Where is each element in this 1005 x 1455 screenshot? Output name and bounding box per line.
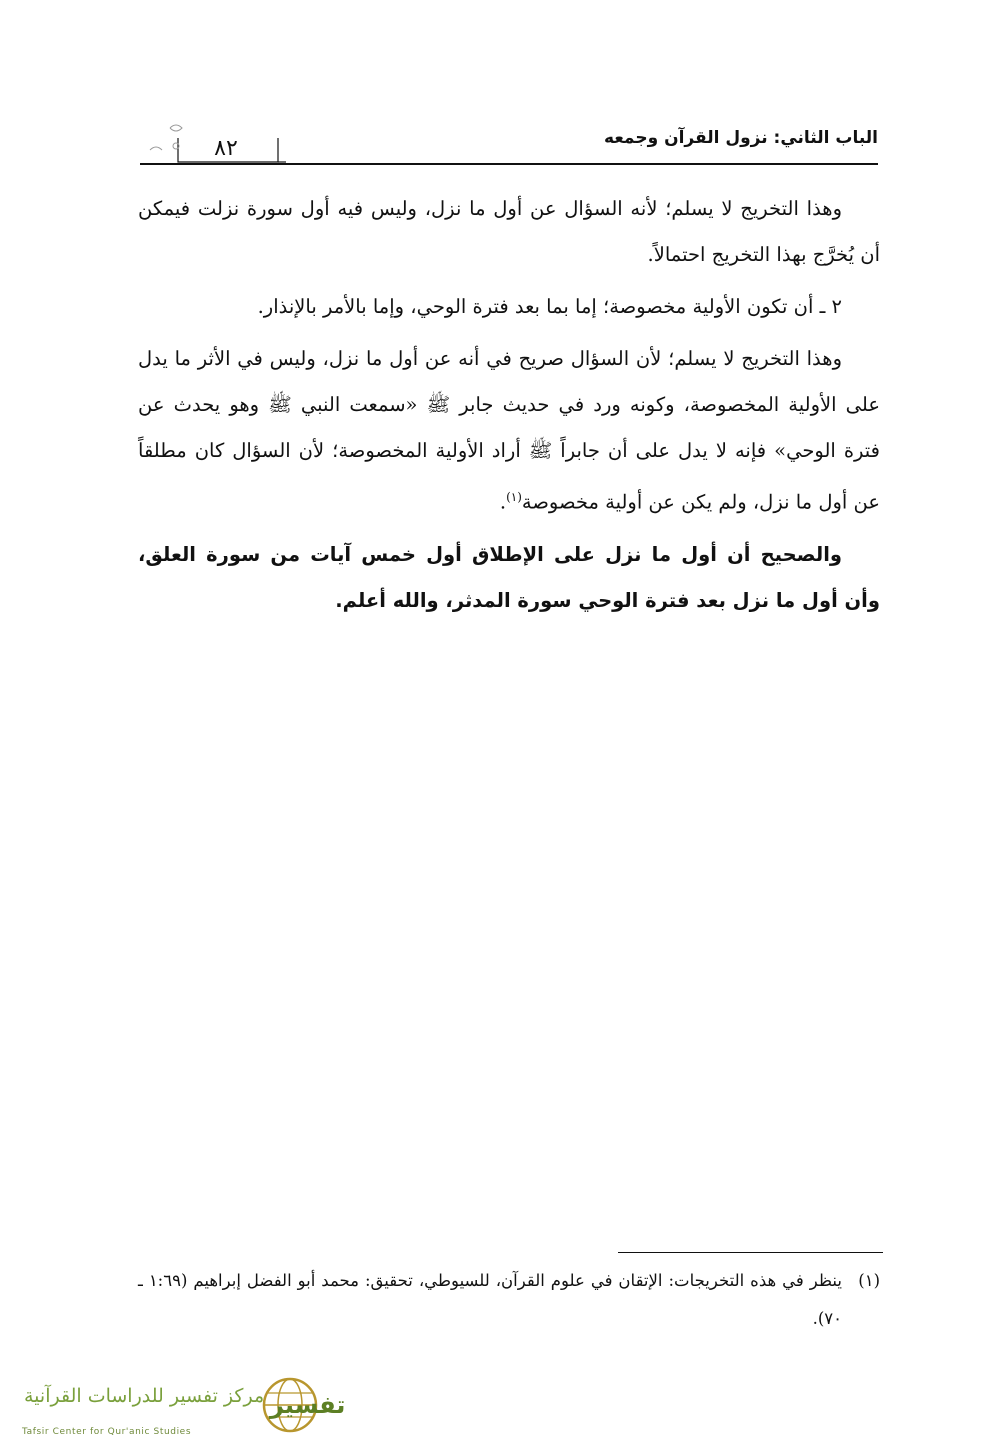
footnote [138,1262,880,1338]
paragraph-3 [138,336,880,526]
paragraph-3-text: وهذا التخريج لا يسلم؛ لأن السؤال صريح في أنه عن أول ما نزل، وليس في الأثر ما يدل على الأولية المخصوصة، وكونه ورد في حديث جابر ﷺ «سمعت النبي ﷺ وهو يحدث عن فترة الوحي» فإنه لا يدل على أن جابراً ﷺ أراد الأولية المخصوصة؛ لأن السؤال كان مطلقاً عن أول ما نزل، ولم يكن عن أولية مخصوصة [138,347,880,514]
paragraph-2 [138,284,880,330]
publisher-logo [12,1375,346,1445]
main-text [138,186,880,624]
footnote-reference[interactable]: (١) [506,490,522,504]
logo-english-name: Tafsir Center for Qur'anic Studies [22,1427,192,1437]
logo-arabic-name: مركز تفسير للدراسات القرآنية [24,1385,265,1407]
paragraph-2-text: ٢ ـ أن تكون الأولية مخصوصة؛ إما بما بعد فترة الوحي، وإما بالأمر بالإنذار. [257,295,842,318]
footnote-text: ينظر في هذه التخريجات: الإتقان في علوم القرآن، للسيوطي، تحقيق: محمد أبو الفضل إبراهيم (١:٦٩ ـ ٧٠). [138,1271,842,1328]
footnote-marker: (١) [858,1271,880,1290]
paragraph-4-conclusion [138,532,880,624]
running-header [140,120,878,168]
header-rule [140,163,878,165]
footnote-separator [618,1252,883,1253]
paragraph-4-text: والصحيح أن أول ما نزل على الإطلاق أول خمس آيات من سورة العلق، وأن أول ما نزل بعد فترة الوحي سورة المدثر، والله أعلم. [138,542,880,612]
paragraph-1 [138,186,880,278]
corner-ornament-icon [140,120,200,158]
paragraph-3-end: . [499,490,507,514]
page-number: ٨٢ [214,136,238,161]
logo-word: تفسير [270,1391,346,1419]
paragraph-1-text: وهذا التخريج لا يسلم؛ لأنه السؤال عن أول ما نزل، وليس فيه أول سورة نزلت فيمكن أن يُخرَّج بهذا التخريج احتمالاً. [138,197,880,266]
chapter-title: الباب الثاني: نزول القرآن وجمعه [604,128,878,148]
